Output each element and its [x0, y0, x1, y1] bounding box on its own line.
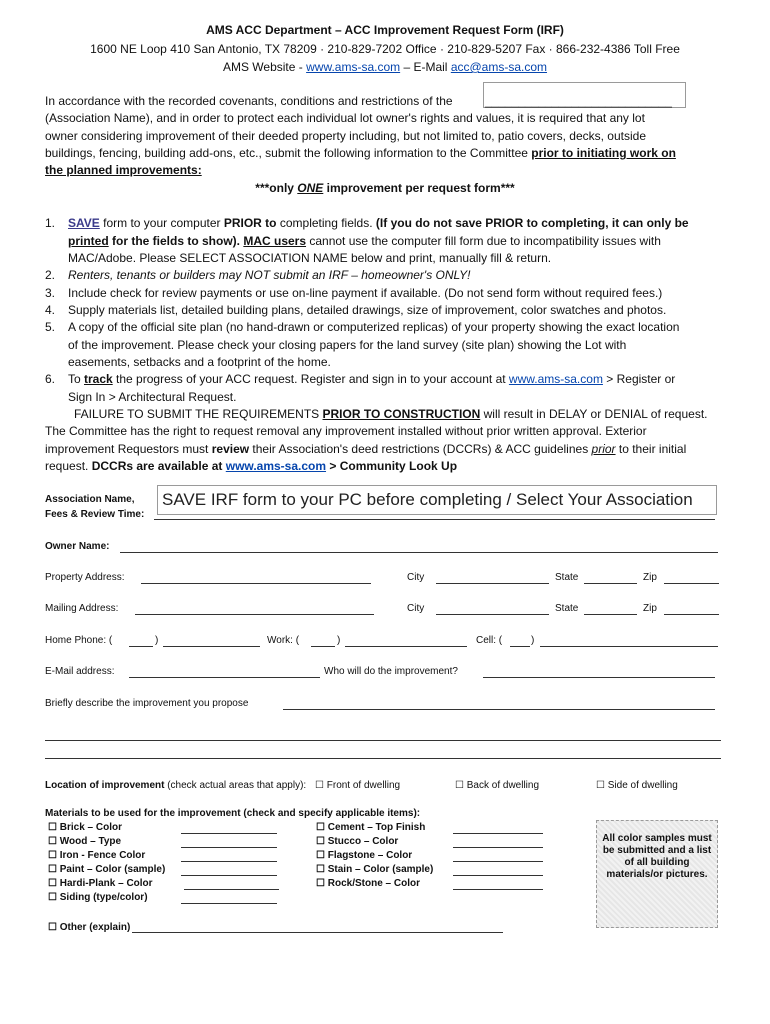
failure-b: PRIOR TO CONSTRUCTION	[322, 407, 481, 421]
mailing-state-label: State	[555, 603, 579, 614]
stucco-field[interactable]	[453, 847, 543, 848]
cell-area-code-field[interactable]	[510, 646, 530, 647]
mailing-city-field[interactable]	[436, 614, 549, 615]
contact-line: 1600 NE Loop 410 San Antonio, TX 78209 · 210-829-7202 Office · 210-829-5207 Fax · 866-232-4386 Toll Free	[90, 42, 680, 56]
failure-line	[74, 406, 707, 423]
association-blank: ____________________________	[485, 94, 672, 108]
property-state-field[interactable]	[584, 583, 637, 584]
intro-line-4	[45, 145, 676, 162]
committee-2a: improvement Requestors must	[45, 442, 212, 456]
item-1-mac: MAC users	[243, 234, 307, 248]
cement-field[interactable]	[453, 833, 543, 834]
describe-field-line-2[interactable]	[45, 740, 721, 741]
describe-field-line-3[interactable]	[45, 758, 721, 759]
home-phone-label: Home Phone: (	[45, 635, 113, 646]
back-checkbox[interactable]	[455, 779, 539, 793]
website-prefix: AMS Website -	[222, 60, 307, 74]
association-select[interactable]	[157, 485, 717, 515]
committee-line-2	[45, 441, 686, 458]
siding-field[interactable]	[181, 903, 277, 904]
front-label: Front of dwelling	[326, 780, 401, 791]
intro-line-5: the planned improvements:	[45, 163, 202, 177]
material-checkbox[interactable]: ☐	[48, 836, 57, 847]
item-1-line-1	[68, 215, 689, 232]
item-6-c: > Register or	[602, 372, 676, 386]
material-other[interactable]	[48, 921, 130, 935]
material-checkbox[interactable]: ☐	[48, 822, 57, 833]
item-1-b: completing fields.	[276, 216, 376, 230]
color-samples-text: All color samples must be submitted and a list of all building materials/or pictures.	[602, 833, 712, 880]
material-label: Stucco – Color	[327, 836, 399, 847]
material-rock-stone[interactable]	[316, 877, 420, 891]
item-number-1: 1.	[45, 216, 56, 230]
material-label: Brick – Color	[59, 822, 122, 833]
material-wood[interactable]	[48, 835, 121, 849]
save-word: SAVE	[68, 216, 100, 230]
material-hardi-plank[interactable]	[48, 877, 153, 891]
material-label: Flagstone – Color	[327, 850, 413, 861]
only-one-b: ONE	[297, 181, 324, 195]
material-siding[interactable]	[48, 891, 148, 905]
rock-stone-field[interactable]	[453, 889, 543, 890]
committee-2d: prior	[591, 442, 616, 456]
materials-heading: Materials to be used for the improvement (check and specify applicable items):	[45, 808, 421, 819]
material-checkbox[interactable]: ☐	[316, 878, 325, 889]
item-6-a: To	[68, 372, 85, 386]
intro-line-1: In accordance with the recorded covenants, conditions and restrictions of the	[45, 94, 453, 108]
only-one-c: improvement per request form***	[323, 181, 515, 195]
side-checkbox[interactable]	[596, 779, 678, 793]
property-address-label: Property Address:	[45, 572, 125, 583]
item-5-line-1: A copy of the official site plan (no hand-drawn or computerized replicas) of your property showing the exact location	[68, 320, 680, 334]
material-cement[interactable]	[316, 821, 425, 835]
material-stucco[interactable]	[316, 835, 398, 849]
property-address-field[interactable]	[141, 583, 371, 584]
color-samples-note	[596, 820, 718, 928]
material-label: Wood – Type	[59, 836, 122, 847]
item-2-text: Renters, tenants or builders may NOT submit an IRF – homeowner's ONLY!	[68, 268, 471, 282]
front-checkbox-box[interactable]: ☐	[315, 780, 324, 791]
item-number-3: 3.	[45, 286, 56, 300]
flagstone-field[interactable]	[453, 861, 543, 862]
stain-field[interactable]	[453, 875, 543, 876]
material-stain[interactable]	[316, 863, 433, 877]
item-6-track: track	[84, 372, 113, 386]
item-number-2: 2.	[45, 268, 56, 282]
item-1-printed: printed	[68, 234, 109, 248]
work-paren: )	[337, 635, 341, 646]
other-field[interactable]	[132, 932, 503, 933]
committee-2e: to their initial	[615, 442, 687, 456]
committee-line-1: The Committee has the right to request removal any improvement installed without prior written approval. Exterior	[45, 424, 647, 438]
mailing-city-label: City	[407, 603, 425, 614]
material-label: Hardi-Plank – Color	[59, 878, 153, 889]
intro-line-2: (Association Name), and in order to protect each individual lot owner's rights and values, it is required that any lot	[45, 111, 645, 125]
item-1-a: form to your computer	[99, 216, 224, 230]
iron-field[interactable]	[181, 861, 277, 862]
work-phone-label: Work: (	[267, 635, 300, 646]
material-label: Other (explain)	[59, 922, 131, 933]
item-6-link[interactable]: www.ams-sa.com	[508, 372, 603, 386]
failure-a: FAILURE TO SUBMIT THE REQUIREMENTS	[74, 407, 323, 421]
item-1-line-2	[68, 233, 661, 250]
describe-field-line-1[interactable]	[283, 709, 715, 710]
form-title: AMS ACC Department – ACC Improvement Request Form (IRF)	[206, 23, 564, 37]
material-label: Cement – Top Finish	[327, 822, 426, 833]
work-phone-field[interactable]	[345, 646, 467, 647]
material-checkbox[interactable]: ☐	[48, 892, 57, 903]
property-state-label: State	[555, 572, 579, 583]
website-line	[0, 59, 770, 76]
committee-2c: their Association's deed restrictions (DCCRs) & ACC guidelines	[249, 442, 592, 456]
association-label: Association Name,	[45, 494, 135, 505]
material-label: Iron - Fence Color	[59, 850, 146, 861]
material-brick[interactable]	[48, 821, 122, 835]
material-checkbox[interactable]: ☐	[316, 864, 325, 875]
committee-3b: DCCRs are available at	[91, 459, 226, 473]
item-4-text: Supply materials list, detailed building plans, detailed drawings, size of improvement, color swatches and photos.	[68, 303, 667, 317]
side-checkbox-box[interactable]: ☐	[596, 780, 605, 791]
item-6-line-1	[68, 371, 675, 388]
side-label: Side of dwelling	[607, 780, 678, 791]
paint-field[interactable]	[181, 875, 277, 876]
hardi-plank-field[interactable]	[184, 889, 279, 890]
property-zip-label: Zip	[643, 572, 657, 583]
material-label: Stain – Color (sample)	[327, 864, 434, 875]
material-label: Siding (type/color)	[59, 892, 148, 903]
material-flagstone[interactable]	[316, 849, 412, 863]
item-3-text: Include check for review payments or use on-line payment if available. (Do not send form without required fees.)	[68, 286, 663, 300]
wood-field[interactable]	[181, 847, 277, 848]
material-checkbox[interactable]: ☐	[316, 850, 325, 861]
item-6-b: the progress of your ACC request. Register and sign in to your account at	[112, 372, 509, 386]
mailing-zip-label: Zip	[643, 603, 657, 614]
material-checkbox[interactable]: ☐	[48, 864, 57, 875]
committee-3-link[interactable]: www.ams-sa.com	[225, 459, 327, 473]
who-field[interactable]	[483, 677, 715, 678]
property-city-field[interactable]	[436, 583, 549, 584]
committee-3a: request.	[45, 459, 92, 473]
location-label-text: Location of improvement	[45, 780, 165, 791]
intro-prior-text: prior to initiating work on	[531, 146, 676, 160]
item-1-d: for the fields to show).	[108, 234, 244, 248]
cell-paren: )	[531, 635, 535, 646]
only-one-a: ***only	[255, 181, 298, 195]
committee-3d: > Community Look Up	[326, 459, 458, 473]
front-checkbox[interactable]	[315, 779, 400, 793]
property-zip-field[interactable]	[664, 583, 719, 584]
material-checkbox[interactable]: ☐	[316, 836, 325, 847]
email-field[interactable]	[129, 677, 320, 678]
item-5-line-3: easements, setbacks and a footprint of the home.	[68, 355, 331, 369]
mailing-zip-field[interactable]	[664, 614, 719, 615]
material-label: Rock/Stone – Color	[327, 878, 420, 889]
intro-line-4-text: buildings, fencing, building add-ons, etc., submit the following information to the Committee	[45, 146, 532, 160]
material-checkbox[interactable]: ☐	[48, 878, 57, 889]
fees-label: Fees & Review Time:	[45, 509, 145, 520]
item-1-line-3: MAC/Adobe. Please SELECT ASSOCIATION NAME below and print, manually fill & return.	[68, 251, 552, 265]
website-link[interactable]: www.ams-sa.com	[306, 60, 401, 74]
item-number-6: 6.	[45, 372, 56, 386]
mailing-state-field[interactable]	[584, 614, 637, 615]
who-label: Who will do the improvement?	[324, 666, 458, 677]
location-label	[45, 779, 306, 793]
item-1-e: cannot use the computer fill form due to incompatibility issues with	[306, 234, 661, 248]
material-iron[interactable]	[48, 849, 145, 863]
item-1-c: (If you do not save PRIOR to completing, it can only be	[375, 216, 689, 230]
work-area-code-field[interactable]	[311, 646, 335, 647]
owner-name-field[interactable]	[120, 552, 718, 553]
committee-2b: review	[211, 442, 250, 456]
cell-phone-field[interactable]	[540, 646, 718, 647]
item-1-prior: PRIOR to	[223, 216, 277, 230]
cell-phone-label: Cell: (	[476, 635, 503, 646]
item-6-line-2: Sign In > Architectural Request.	[68, 390, 237, 404]
only-one-note	[0, 180, 770, 197]
item-number-4: 4.	[45, 303, 56, 317]
home-phone-field[interactable]	[163, 646, 260, 647]
email-link[interactable]: acc@ams-sa.com	[450, 60, 548, 74]
mailing-address-label: Mailing Address:	[45, 603, 119, 614]
owner-name-label: Owner Name:	[45, 541, 110, 552]
mailing-address-field[interactable]	[135, 614, 374, 615]
material-checkbox[interactable]: ☐	[48, 922, 57, 933]
location-hint: (check actual areas that apply):	[164, 780, 307, 791]
email-prefix: – E-Mail	[400, 60, 451, 74]
email-label: E-Mail address:	[45, 666, 115, 677]
home-area-code-field[interactable]	[129, 646, 153, 647]
property-city-label: City	[407, 572, 425, 583]
material-checkbox[interactable]: ☐	[48, 850, 57, 861]
intro-line-3: owner considering improvement of their deeded property including, but not limited to, patio covers, decks, outside	[45, 129, 646, 143]
material-label: Paint – Color (sample)	[59, 864, 166, 875]
failure-c: will result in DELAY or DENIAL of request.	[480, 407, 708, 421]
back-label: Back of dwelling	[466, 780, 540, 791]
material-checkbox[interactable]: ☐	[316, 822, 325, 833]
describe-label: Briefly describe the improvement you propose	[45, 698, 249, 709]
committee-line-3	[45, 458, 457, 475]
material-paint[interactable]	[48, 863, 165, 877]
fees-underline	[154, 519, 715, 520]
brick-field[interactable]	[181, 833, 277, 834]
home-paren: )	[155, 635, 159, 646]
association-select-value: SAVE IRF form to your PC before completing / Select Your Association	[162, 490, 693, 509]
back-checkbox-box[interactable]: ☐	[455, 780, 464, 791]
item-5-line-2: of the improvement. Please check your closing papers for the land survey (site plan) showing the Lot with	[68, 338, 627, 352]
item-number-5: 5.	[45, 320, 56, 334]
